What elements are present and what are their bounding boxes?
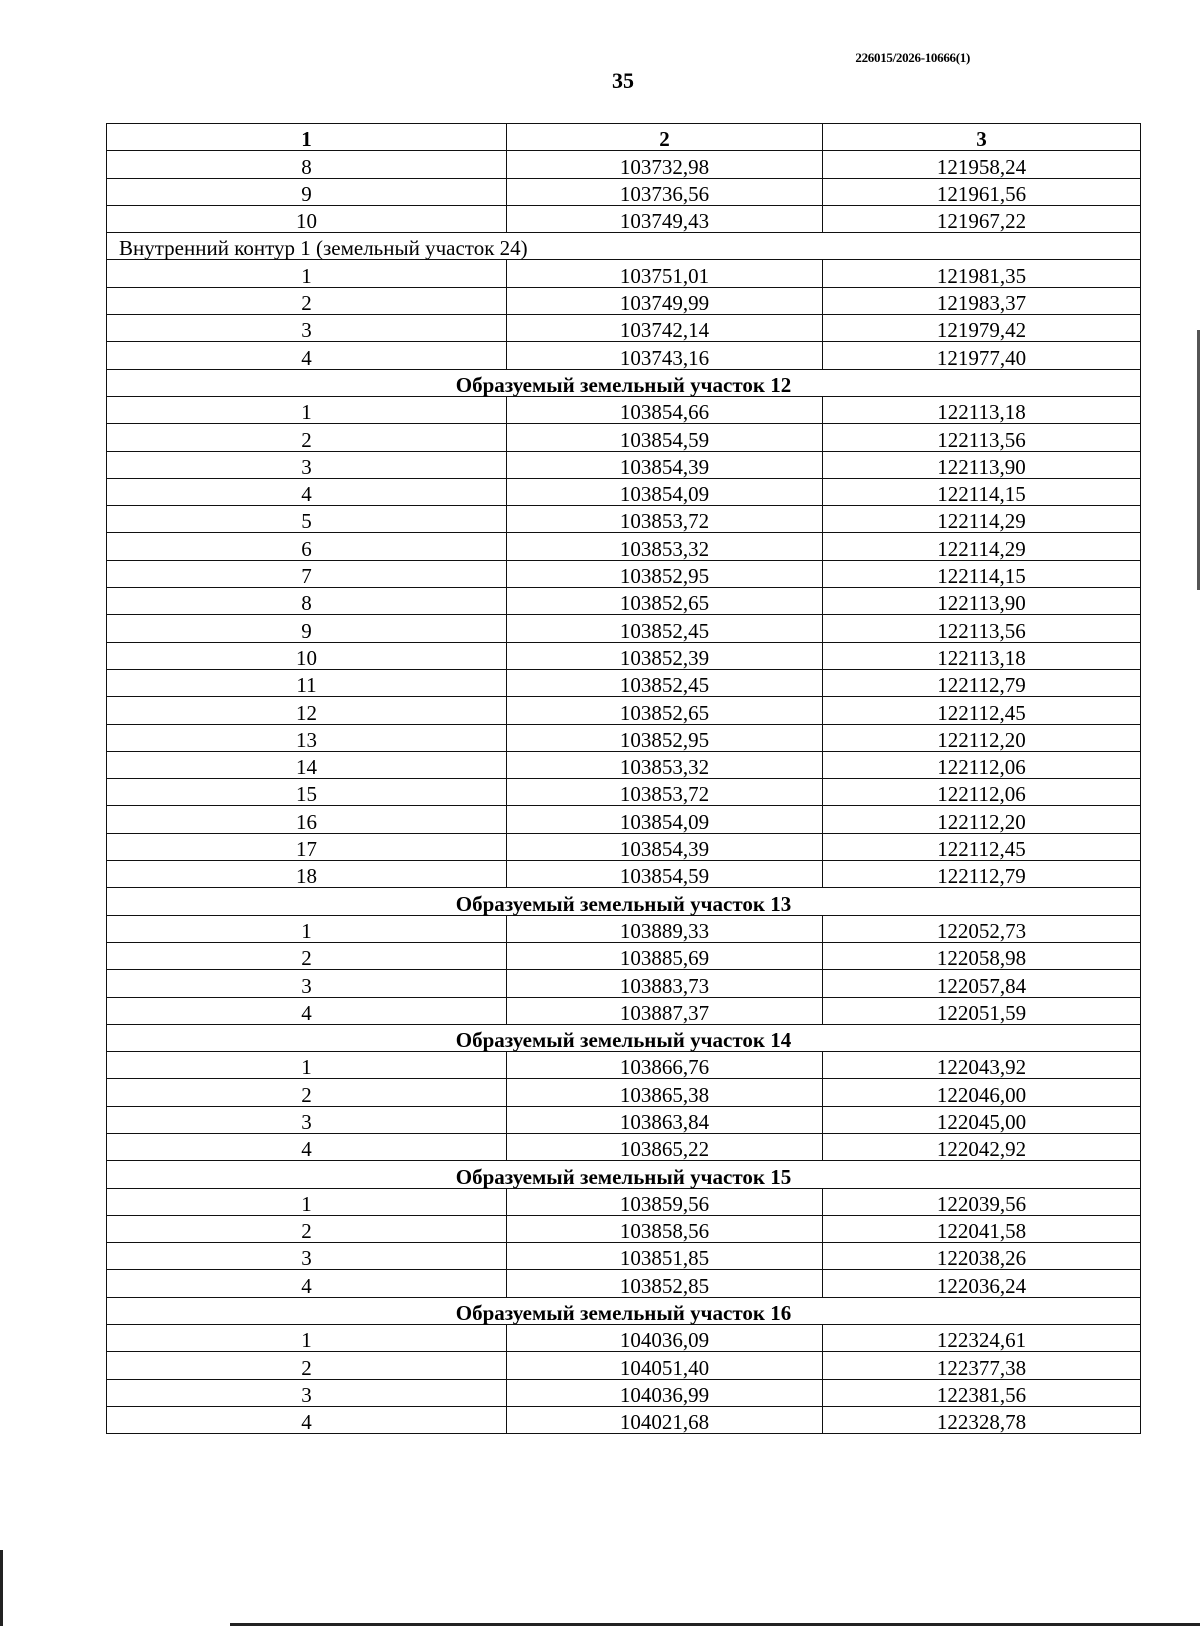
point-number-cell: 1: [107, 915, 507, 942]
coordinate-y-cell: 121979,42: [823, 315, 1141, 342]
point-number-cell: 17: [107, 833, 507, 860]
table-row: [107, 451, 1141, 478]
table-row: [107, 1243, 1141, 1270]
table-row: [107, 724, 1141, 751]
coordinate-x-cell: 103852,95: [507, 560, 823, 587]
coordinate-x-cell: 103749,43: [507, 205, 823, 232]
table-row: [107, 1352, 1141, 1379]
table-row: [107, 1325, 1141, 1352]
column-header: 3: [823, 124, 1141, 151]
document-number: 226015/2026-10666(1): [855, 50, 970, 65]
coordinate-x-cell: 103852,45: [507, 615, 823, 642]
point-number-cell: 11: [107, 669, 507, 696]
table-row: [107, 779, 1141, 806]
coordinate-x-cell: 103854,39: [507, 451, 823, 478]
point-number-cell: 10: [107, 205, 507, 232]
section-row: [107, 369, 1141, 396]
table-row: [107, 915, 1141, 942]
table-row: [107, 1052, 1141, 1079]
table-row: [107, 1215, 1141, 1242]
coordinate-y-cell: 122112,06: [823, 751, 1141, 778]
coordinate-y-cell: 122112,20: [823, 806, 1141, 833]
coordinate-y-cell: 122042,92: [823, 1133, 1141, 1160]
section-row: [107, 1024, 1141, 1051]
table-row: [107, 806, 1141, 833]
coordinate-y-cell: 122058,98: [823, 942, 1141, 969]
coordinate-y-cell: 122113,56: [823, 424, 1141, 451]
table-row: [107, 533, 1141, 560]
coordinate-x-cell: 103885,69: [507, 942, 823, 969]
table-row: [107, 1188, 1141, 1215]
table-row: [107, 287, 1141, 314]
table-row: [107, 506, 1141, 533]
coordinate-x-cell: 103865,38: [507, 1079, 823, 1106]
coordinate-y-cell: 122328,78: [823, 1406, 1141, 1433]
coordinate-y-cell: 121967,22: [823, 205, 1141, 232]
coordinate-x-cell: 104051,40: [507, 1352, 823, 1379]
coordinate-x-cell: 103853,72: [507, 779, 823, 806]
coordinate-y-cell: 122038,26: [823, 1243, 1141, 1270]
table-body: [107, 124, 1141, 1434]
coordinate-y-cell: 121981,35: [823, 260, 1141, 287]
point-number-cell: 2: [107, 942, 507, 969]
coordinate-y-cell: 122113,90: [823, 451, 1141, 478]
section-title: Образуемый земельный участок 15: [107, 1161, 1141, 1188]
table-row: [107, 615, 1141, 642]
point-number-cell: 1: [107, 1052, 507, 1079]
point-number-cell: 3: [107, 1379, 507, 1406]
table-row: [107, 669, 1141, 696]
coordinate-y-cell: 122112,45: [823, 833, 1141, 860]
coordinate-x-cell: 103736,56: [507, 178, 823, 205]
coordinate-x-cell: 103852,65: [507, 697, 823, 724]
point-number-cell: 1: [107, 1188, 507, 1215]
table-row: [107, 970, 1141, 997]
table-row: [107, 942, 1141, 969]
coordinate-y-cell: 122114,15: [823, 478, 1141, 505]
point-number-cell: 3: [107, 970, 507, 997]
coordinate-x-cell: 103854,59: [507, 424, 823, 451]
point-number-cell: 2: [107, 287, 507, 314]
coordinate-x-cell: 103863,84: [507, 1106, 823, 1133]
page-number: 35: [612, 68, 634, 93]
table-row: [107, 697, 1141, 724]
point-number-cell: 8: [107, 151, 507, 178]
point-number-cell: 4: [107, 1406, 507, 1433]
point-number-cell: 1: [107, 1325, 507, 1352]
coordinate-x-cell: 103854,66: [507, 396, 823, 423]
table-row: [107, 1406, 1141, 1433]
point-number-cell: 15: [107, 779, 507, 806]
coordinate-x-cell: 103854,09: [507, 806, 823, 833]
table-row: [107, 997, 1141, 1024]
coordinate-y-cell: 122381,56: [823, 1379, 1141, 1406]
coordinate-x-cell: 103853,32: [507, 751, 823, 778]
point-number-cell: 1: [107, 260, 507, 287]
coordinate-y-cell: 121958,24: [823, 151, 1141, 178]
coordinate-x-cell: 103865,22: [507, 1133, 823, 1160]
coordinate-y-cell: 122112,79: [823, 861, 1141, 888]
point-number-cell: 4: [107, 478, 507, 505]
point-number-cell: 18: [107, 861, 507, 888]
point-number-cell: 4: [107, 997, 507, 1024]
coordinate-x-cell: 103852,45: [507, 669, 823, 696]
point-number-cell: 10: [107, 642, 507, 669]
coordinate-x-cell: 103854,09: [507, 478, 823, 505]
point-number-cell: 2: [107, 1079, 507, 1106]
coordinate-x-cell: 103852,95: [507, 724, 823, 751]
coordinate-x-cell: 103854,39: [507, 833, 823, 860]
coordinate-y-cell: 122113,90: [823, 588, 1141, 615]
point-number-cell: 3: [107, 1243, 507, 1270]
coordinate-x-cell: 103866,76: [507, 1052, 823, 1079]
coordinate-x-cell: 103742,14: [507, 315, 823, 342]
coordinate-x-cell: 103852,39: [507, 642, 823, 669]
coordinate-y-cell: 121961,56: [823, 178, 1141, 205]
coordinate-x-cell: 104036,99: [507, 1379, 823, 1406]
point-number-cell: 12: [107, 697, 507, 724]
coordinate-y-cell: 122052,73: [823, 915, 1141, 942]
coordinate-x-cell: 103889,33: [507, 915, 823, 942]
coordinate-y-cell: 122043,92: [823, 1052, 1141, 1079]
coordinate-y-cell: 122057,84: [823, 970, 1141, 997]
point-number-cell: 9: [107, 178, 507, 205]
table-row: [107, 833, 1141, 860]
coordinate-x-cell: 103852,85: [507, 1270, 823, 1297]
coordinate-x-cell: 103853,72: [507, 506, 823, 533]
table-row: [107, 315, 1141, 342]
coordinate-x-cell: 104036,09: [507, 1325, 823, 1352]
point-number-cell: 16: [107, 806, 507, 833]
coordinate-y-cell: 121983,37: [823, 287, 1141, 314]
point-number-cell: 4: [107, 1133, 507, 1160]
section-row: [107, 233, 1141, 260]
coordinate-y-cell: 122039,56: [823, 1188, 1141, 1215]
coordinate-y-cell: 122377,38: [823, 1352, 1141, 1379]
section-title: Образуемый земельный участок 16: [107, 1297, 1141, 1324]
coordinate-x-cell: 103854,59: [507, 861, 823, 888]
point-number-cell: 5: [107, 506, 507, 533]
section-row: [107, 1161, 1141, 1188]
point-number-cell: 4: [107, 342, 507, 369]
table-row: [107, 342, 1141, 369]
coordinate-y-cell: 122046,00: [823, 1079, 1141, 1106]
column-header: 2: [507, 124, 823, 151]
coordinate-y-cell: 122112,20: [823, 724, 1141, 751]
table-row: [107, 424, 1141, 451]
coordinate-x-cell: 103749,99: [507, 287, 823, 314]
point-number-cell: 14: [107, 751, 507, 778]
point-number-cell: 1: [107, 396, 507, 423]
coordinate-y-cell: 122045,00: [823, 1106, 1141, 1133]
table-row: [107, 396, 1141, 423]
point-number-cell: 3: [107, 1106, 507, 1133]
table-row: [107, 1133, 1141, 1160]
coordinate-y-cell: 122113,18: [823, 642, 1141, 669]
coordinate-y-cell: 122324,61: [823, 1325, 1141, 1352]
coordinate-x-cell: 104021,68: [507, 1406, 823, 1433]
coordinate-x-cell: 103732,98: [507, 151, 823, 178]
point-number-cell: 8: [107, 588, 507, 615]
table-row: [107, 478, 1141, 505]
coordinate-x-cell: 103887,37: [507, 997, 823, 1024]
coordinate-y-cell: 122114,29: [823, 506, 1141, 533]
point-number-cell: 2: [107, 1215, 507, 1242]
table-header-row: [107, 124, 1141, 151]
coordinate-x-cell: 103883,73: [507, 970, 823, 997]
table-row: [107, 1079, 1141, 1106]
coordinate-y-cell: 122041,58: [823, 1215, 1141, 1242]
table-row: [107, 205, 1141, 232]
table-row: [107, 178, 1141, 205]
coordinate-y-cell: 122113,56: [823, 615, 1141, 642]
table-row: [107, 1106, 1141, 1133]
table-row: [107, 1379, 1141, 1406]
table-row: [107, 151, 1141, 178]
coordinate-y-cell: 122113,18: [823, 396, 1141, 423]
coordinates-table: [106, 123, 1141, 1434]
table-row: [107, 588, 1141, 615]
point-number-cell: 2: [107, 1352, 507, 1379]
table-row: [107, 861, 1141, 888]
coordinate-y-cell: 122036,24: [823, 1270, 1141, 1297]
point-number-cell: 6: [107, 533, 507, 560]
coordinate-y-cell: 122114,15: [823, 560, 1141, 587]
section-row: [107, 1297, 1141, 1324]
coordinate-y-cell: 122112,45: [823, 697, 1141, 724]
point-number-cell: 7: [107, 560, 507, 587]
coordinate-x-cell: 103859,56: [507, 1188, 823, 1215]
coordinate-x-cell: 103851,85: [507, 1243, 823, 1270]
point-number-cell: 2: [107, 424, 507, 451]
coordinate-x-cell: 103743,16: [507, 342, 823, 369]
point-number-cell: 3: [107, 315, 507, 342]
coordinate-y-cell: 121977,40: [823, 342, 1141, 369]
table-row: [107, 1270, 1141, 1297]
coordinate-x-cell: 103858,56: [507, 1215, 823, 1242]
coordinate-y-cell: 122051,59: [823, 997, 1141, 1024]
section-title: Внутренний контур 1 (земельный участок 24): [107, 233, 1141, 260]
point-number-cell: 13: [107, 724, 507, 751]
point-number-cell: 4: [107, 1270, 507, 1297]
point-number-cell: 9: [107, 615, 507, 642]
coordinate-x-cell: 103852,65: [507, 588, 823, 615]
scan-edge-left: [0, 1550, 3, 1626]
coordinate-x-cell: 103853,32: [507, 533, 823, 560]
section-row: [107, 888, 1141, 915]
section-title: Образуемый земельный участок 14: [107, 1024, 1141, 1051]
coordinate-y-cell: 122112,06: [823, 779, 1141, 806]
table-row: [107, 260, 1141, 287]
section-title: Образуемый земельный участок 12: [107, 369, 1141, 396]
coordinate-y-cell: 122112,79: [823, 669, 1141, 696]
point-number-cell: 3: [107, 451, 507, 478]
column-header: 1: [107, 124, 507, 151]
table-row: [107, 642, 1141, 669]
table-row: [107, 751, 1141, 778]
coordinate-x-cell: 103751,01: [507, 260, 823, 287]
coordinate-y-cell: 122114,29: [823, 533, 1141, 560]
table-row: [107, 560, 1141, 587]
section-title: Образуемый земельный участок 13: [107, 888, 1141, 915]
